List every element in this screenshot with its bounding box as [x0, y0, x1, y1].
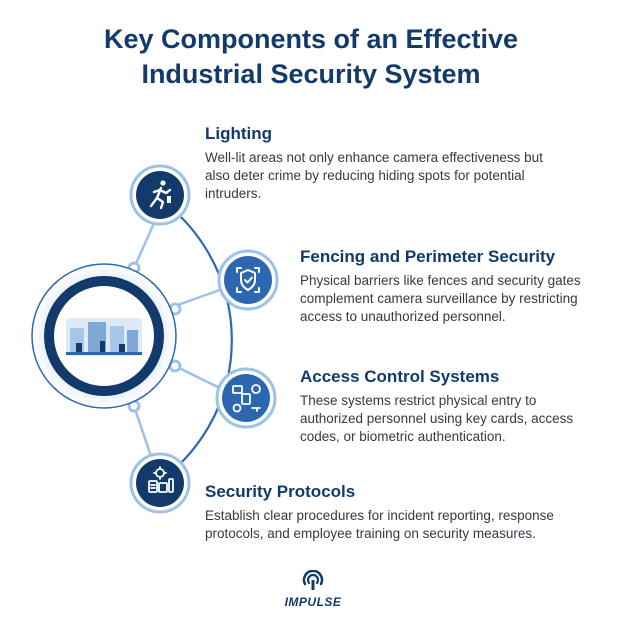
- logo-text: IMPULSE: [284, 595, 342, 609]
- item-lighting: [205, 123, 565, 203]
- title-line-2: Industrial Security System: [141, 59, 481, 89]
- item-security-protocols: [205, 481, 585, 543]
- security-protocols-node: [131, 454, 189, 512]
- item-body: These systems restrict physical entry to authorized personnel using key cards, access codes, or biometric authentication.: [300, 393, 574, 444]
- impulse-logo-icon: [300, 570, 326, 592]
- item-heading: Access Control Systems: [300, 367, 500, 386]
- item-body: Establish clear procedures for incident reporting, response protocols, and employee training on security measures.: [205, 508, 554, 541]
- item-heading: Security Protocols: [205, 482, 356, 501]
- item-access-control: [300, 366, 600, 446]
- factory-illustration: [66, 318, 142, 356]
- access-control-node: [217, 369, 275, 427]
- fencing-node: [219, 251, 277, 309]
- item-heading: Lighting: [205, 124, 273, 143]
- central-hub: [32, 264, 176, 408]
- item-fencing: [300, 246, 600, 326]
- item-heading: Fencing and Perimeter Security: [300, 247, 556, 266]
- item-body: Physical barriers like fences and security gates complement camera surveillance by restricting access to unauthorized personnel.: [300, 273, 581, 324]
- title-line-1: Key Components of an Effective: [103, 24, 519, 54]
- lighting-node: [131, 166, 189, 224]
- impulse-logo: [283, 570, 343, 609]
- item-body: Well-lit areas not only enhance camera effectiveness but also deter crime by reducing hiding spots for potential intruders.: [205, 150, 543, 201]
